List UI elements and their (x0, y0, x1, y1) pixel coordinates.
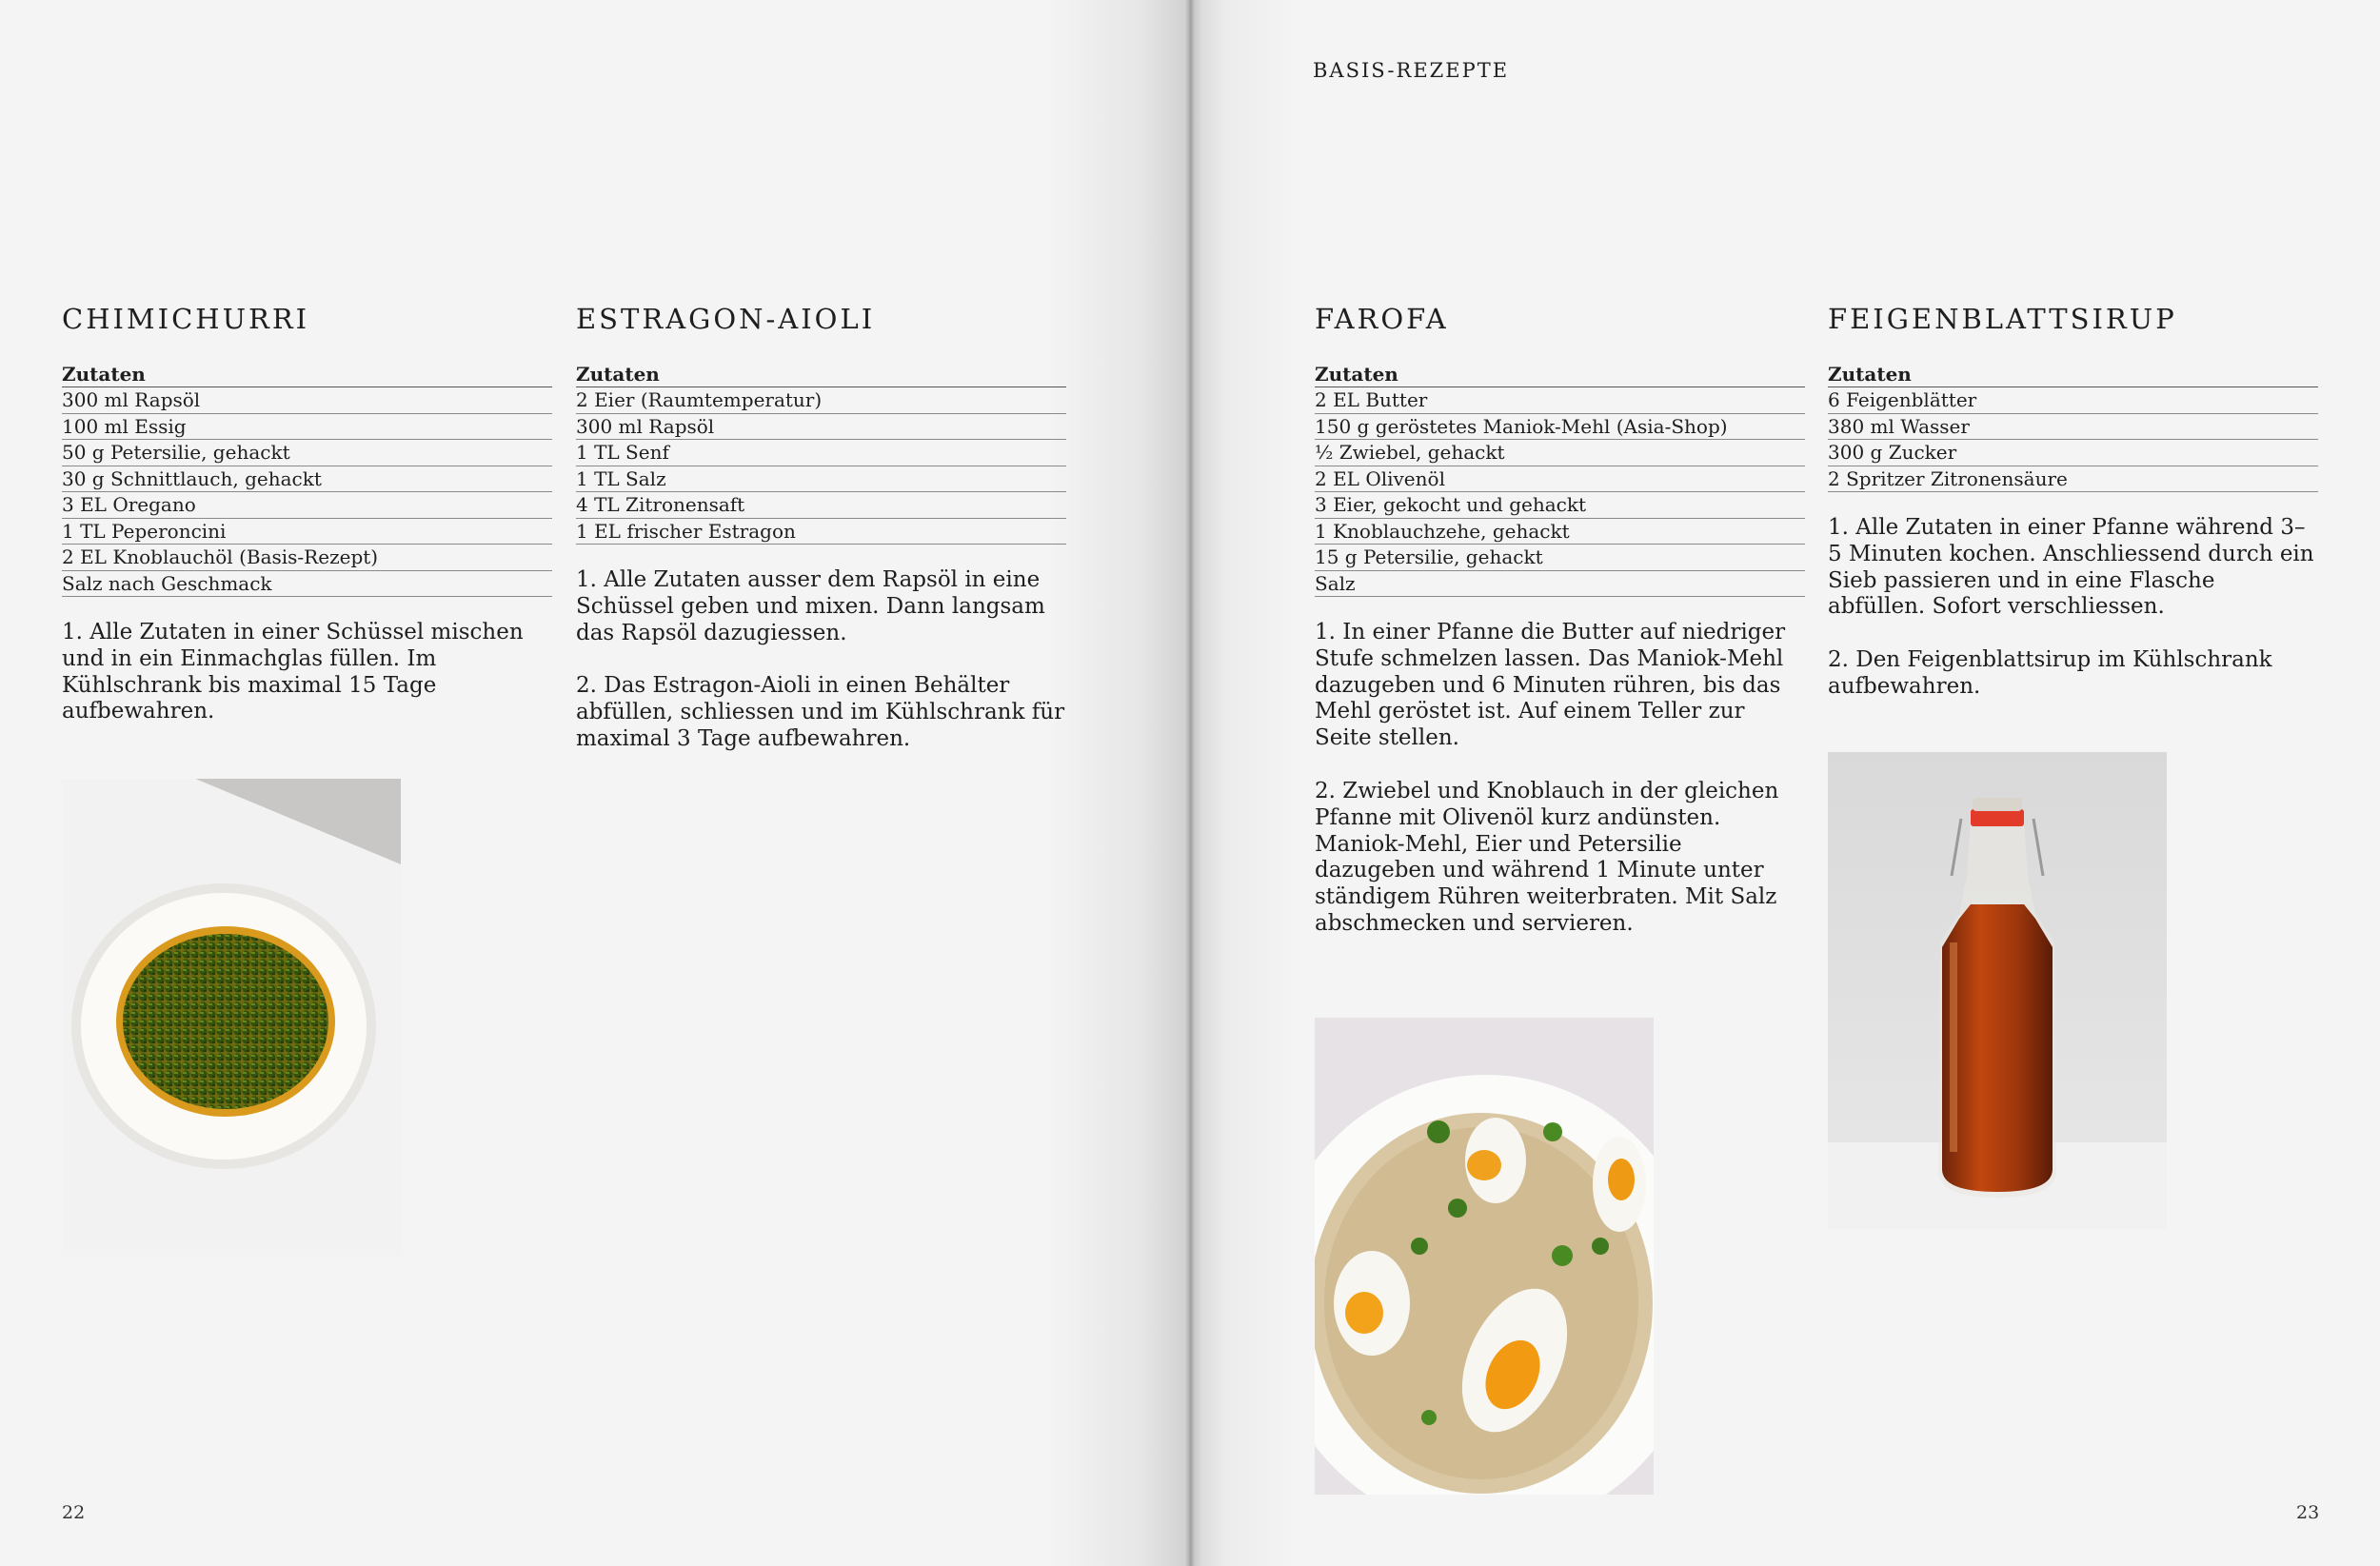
ingredient-item: 150 g geröstetes Maniok-Mehl (Asia-Shop) (1315, 414, 1805, 441)
ingredient-item: 1 TL Senf (576, 440, 1066, 466)
page-number-right: 23 (2296, 1502, 2320, 1523)
ingredient-item: 3 Eier, gekocht und gehackt (1315, 492, 1805, 519)
book-gutter (1185, 0, 1195, 1566)
ingredient-item: 300 g Zucker (1828, 440, 2318, 466)
ingredient-item: 1 Knoblauchzehe, gehackt (1315, 519, 1805, 545)
ingredient-item: Salz nach Geschmack (62, 571, 552, 598)
ingredient-item: 30 g Schnittlauch, gehackt (62, 466, 552, 493)
ingredient-item: 1 TL Salz (576, 466, 1066, 493)
instruction-step: 1. In einer Pfanne die Butter auf niedriger Stufe schmelzen lassen. Das Maniok-Mehl dazugeben und 6 Minuten rühren, bis das Mehl geröstet ist. Auf einem Teller zur Seite stellen. (1315, 620, 1786, 751)
ingredient-list (62, 387, 552, 597)
ingredient-item: ½ Zwiebel, gehackt (1315, 440, 1805, 466)
instructions (62, 620, 552, 725)
ingredient-item: 50 g Petersilie, gehackt (62, 440, 552, 466)
ingredients-heading: Zutaten (1315, 362, 1805, 387)
ingredient-item: 2 Eier (Raumtemperatur) (576, 387, 1066, 414)
recipe-chimichurri (62, 303, 552, 752)
ingredient-item: 6 Feigenblätter (1828, 387, 2318, 414)
ingredient-item: 2 EL Olivenöl (1315, 466, 1805, 493)
chimichurri-photo (62, 779, 401, 1256)
ingredient-item: 2 Spritzer Zitronensäure (1828, 466, 2318, 493)
ingredient-item: 2 EL Butter (1315, 387, 1805, 414)
ingredient-item: 300 ml Rapsöl (62, 387, 552, 414)
ingredients-heading: Zutaten (576, 362, 1066, 387)
ingredient-item: 2 EL Knoblauchöl (Basis-Rezept) (62, 545, 552, 571)
recipe-estragon-aioli (576, 303, 1066, 780)
ingredient-list (1315, 387, 1805, 597)
ingredient-item: 15 g Petersilie, gehackt (1315, 545, 1805, 571)
recipe-feigenblattsirup (1828, 303, 2318, 727)
instruction-step: 2. Das Estragon-Aioli in einen Behälter abfüllen, schliessen und im Kühlschrank für maximal 3 Tage aufbewahren. (576, 673, 1065, 751)
ingredient-item: 1 EL frischer Estragon (576, 519, 1066, 545)
ingredient-list (1828, 387, 2318, 492)
instruction-step: 1. Alle Zutaten in einer Pfanne während 3–5 Minuten kochen. Anschliessend durch ein Sieb passieren und in eine Flasche abfüllen. Sofort verschliessen. (1828, 515, 2314, 620)
instruction-step: 2. Zwiebel und Knoblauch in der gleichen Pfanne mit Olivenöl kurz andünsten. Maniok-Mehl, Eier und Petersilie dazugeben und während 1 Minute unter ständigem Rühren weiterbraten. Mit Salz abschmecken und servieren. (1315, 778, 1779, 936)
ingredients-heading: Zutaten (1828, 362, 2318, 387)
ingredient-item: 100 ml Essig (62, 414, 552, 441)
instruction-step: 1. Alle Zutaten ausser dem Rapsöl in eine Schüssel geben und mixen. Dann langsam das Rapsöl dazugiessen. (576, 567, 1045, 645)
ingredient-list (576, 387, 1066, 545)
instructions (1828, 515, 2318, 701)
ingredient-item: 380 ml Wasser (1828, 414, 2318, 441)
farofa-photo (1315, 1018, 1654, 1495)
recipe-title: FEIGENBLATTSIRUP (1828, 303, 2177, 335)
recipe-title: ESTRAGON-AIOLI (576, 303, 876, 335)
instructions (576, 567, 1066, 753)
ingredient-item: 3 EL Oregano (62, 492, 552, 519)
instruction-step: 1. Alle Zutaten in einer Schüssel mischen und in ein Einmachglas füllen. Im Kühlschrank bis maximal 15 Tage aufbewahren. (62, 620, 524, 724)
running-head: BASIS-REZEPTE (1313, 59, 1510, 82)
ingredient-item: 1 TL Peperoncini (62, 519, 552, 545)
sirup-bottle-photo (1828, 752, 2167, 1229)
recipe-title: FAROFA (1315, 303, 1449, 335)
ingredient-item: 300 ml Rapsöl (576, 414, 1066, 441)
page-number-left: 22 (62, 1502, 86, 1523)
instructions (1315, 620, 1805, 938)
ingredients-heading: Zutaten (62, 362, 552, 387)
instruction-step: 2. Den Feigenblattsirup im Kühlschrank aufbewahren. (1828, 647, 2272, 699)
recipe-farofa (1315, 303, 1805, 964)
ingredient-item: 4 TL Zitronensaft (576, 492, 1066, 519)
recipe-title: CHIMICHURRI (62, 303, 310, 335)
ingredient-item: Salz (1315, 571, 1805, 598)
